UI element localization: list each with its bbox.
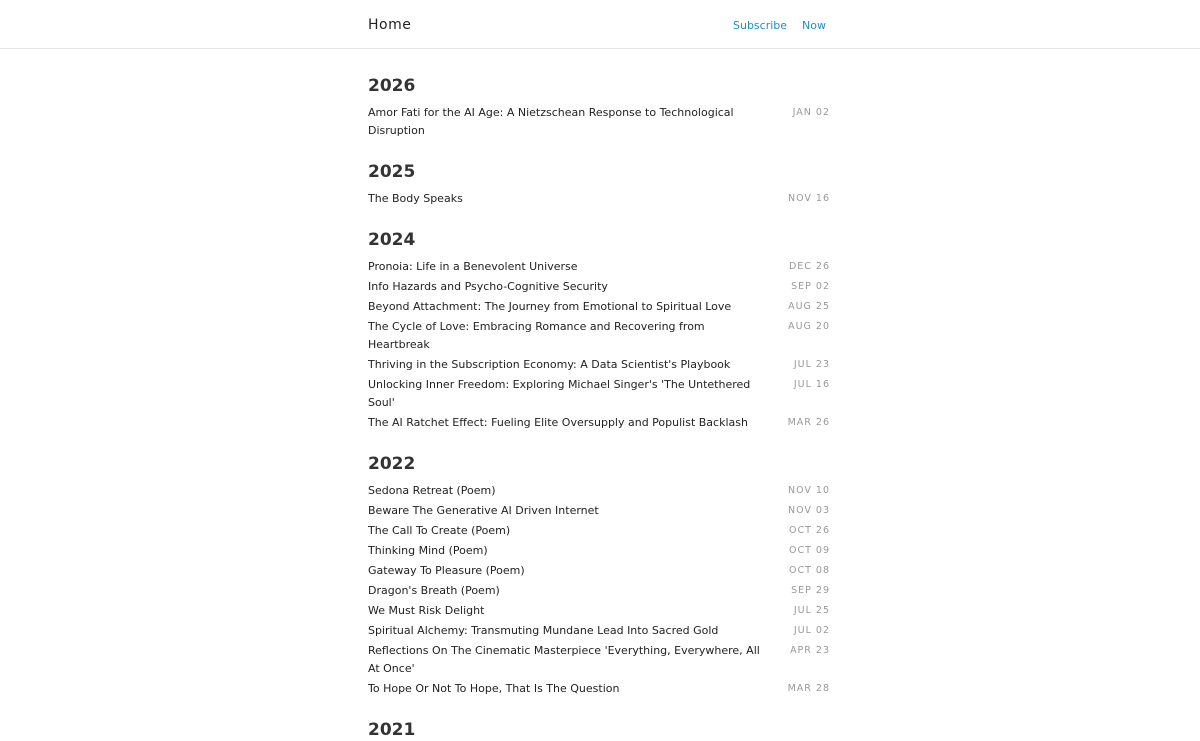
post-title-link[interactable]: Spiritual Alchemy: Transmuting Mundane Lead Into Sacred Gold: [368, 624, 719, 637]
list-item: [368, 621, 830, 641]
year-section-2026: [368, 75, 830, 141]
year-section-2024: [368, 229, 830, 433]
list-item: [368, 481, 830, 501]
list-item: [368, 521, 830, 541]
year-heading: 2021: [368, 720, 416, 740]
year-heading: 2025: [368, 162, 416, 182]
post-date: OCT 09: [788, 545, 830, 556]
post-title-link[interactable]: Pronoia: Life in a Benevolent Universe: [368, 260, 578, 273]
post-date: AUG 25: [788, 301, 830, 312]
post-title-link[interactable]: Beware The Generative AI Driven Internet: [368, 504, 599, 517]
list-item: [368, 541, 830, 561]
post-title-link[interactable]: Reflections On The Cinematic Masterpiece 'Everything, Everywhere, All At Once': [368, 644, 760, 675]
post-title-link[interactable]: Beyond Attachment: The Journey from Emotional to Spiritual Love: [368, 300, 732, 313]
post-title-link[interactable]: The Call To Create (Poem): [368, 524, 511, 537]
subscribe-link[interactable]: Subscribe: [732, 19, 788, 32]
site-header: [0, 0, 1200, 49]
post-title-link[interactable]: Thriving in the Subscription Economy: A Data Scientist's Playbook: [368, 358, 731, 371]
now-link[interactable]: Now: [802, 19, 826, 32]
list-item: [368, 277, 830, 297]
post-date: OCT 26: [788, 525, 830, 536]
list-item: [368, 355, 830, 375]
top-nav: [733, 19, 826, 32]
year-heading: 2026: [368, 76, 416, 96]
post-date: OCT 08: [788, 565, 830, 576]
post-title-link[interactable]: Info Hazards and Psycho-Cognitive Security: [368, 280, 608, 293]
post-archive: [368, 50, 830, 741]
post-date: MAR 28: [787, 683, 830, 694]
year-section-2021: [368, 719, 830, 741]
list-item: [368, 375, 830, 413]
post-date: NOV 03: [787, 505, 830, 516]
list-item: [368, 317, 830, 355]
post-title-link[interactable]: Thinking Mind (Poem): [368, 544, 488, 557]
year-section-2025: [368, 161, 830, 209]
post-date: JUL 25: [793, 605, 830, 616]
post-date: SEP 29: [791, 585, 830, 596]
post-list: [368, 103, 830, 141]
list-item: [368, 501, 830, 521]
post-date: APR 23: [790, 645, 830, 656]
list-item: [368, 103, 830, 141]
list-item: [368, 679, 830, 699]
post-date: JUL 23: [793, 359, 830, 370]
post-title-link[interactable]: Gateway To Pleasure (Poem): [368, 564, 525, 577]
post-date: JUL 02: [793, 625, 830, 636]
list-item: [368, 581, 830, 601]
post-title-link[interactable]: To Hope Or Not To Hope, That Is The Question: [368, 682, 620, 695]
list-item: [368, 189, 830, 209]
list-item: [368, 561, 830, 581]
list-item: [368, 413, 830, 433]
post-date: AUG 20: [788, 321, 830, 332]
post-list: [368, 189, 830, 209]
post-title-link[interactable]: The AI Ratchet Effect: Fueling Elite Oversupply and Populist Backlash: [368, 416, 748, 429]
post-date: JUL 16: [793, 379, 830, 390]
year-section-2022: [368, 453, 830, 699]
post-date: NOV 10: [787, 485, 830, 496]
post-title-link[interactable]: Unlocking Inner Freedom: Exploring Michael Singer's 'The Untethered Soul': [368, 378, 751, 409]
post-date: JAN 02: [792, 107, 830, 118]
list-item: [368, 297, 830, 317]
post-title-link[interactable]: The Cycle of Love: Embracing Romance and Recovering from Heartbreak: [368, 320, 705, 351]
list-item: [368, 257, 830, 277]
post-date: SEP 02: [791, 281, 830, 292]
post-date: NOV 16: [787, 193, 830, 204]
post-list: [368, 257, 830, 433]
post-title-link[interactable]: The Body Speaks: [368, 192, 463, 205]
post-date: MAR 26: [787, 417, 830, 428]
year-heading: 2022: [368, 454, 416, 474]
post-date: DEC 26: [788, 261, 830, 272]
year-heading: 2024: [368, 230, 416, 250]
post-title-link[interactable]: We Must Risk Delight: [368, 604, 485, 617]
post-list: [368, 481, 830, 699]
home-link[interactable]: Home: [368, 17, 412, 33]
post-title-link[interactable]: Sedona Retreat (Poem): [368, 484, 496, 497]
post-title-link[interactable]: Amor Fati for the AI Age: A Nietzschean Response to Technological Disruption: [368, 106, 734, 137]
post-title-link[interactable]: Dragon's Breath (Poem): [368, 584, 500, 597]
list-item: [368, 641, 830, 679]
list-item: [368, 601, 830, 621]
